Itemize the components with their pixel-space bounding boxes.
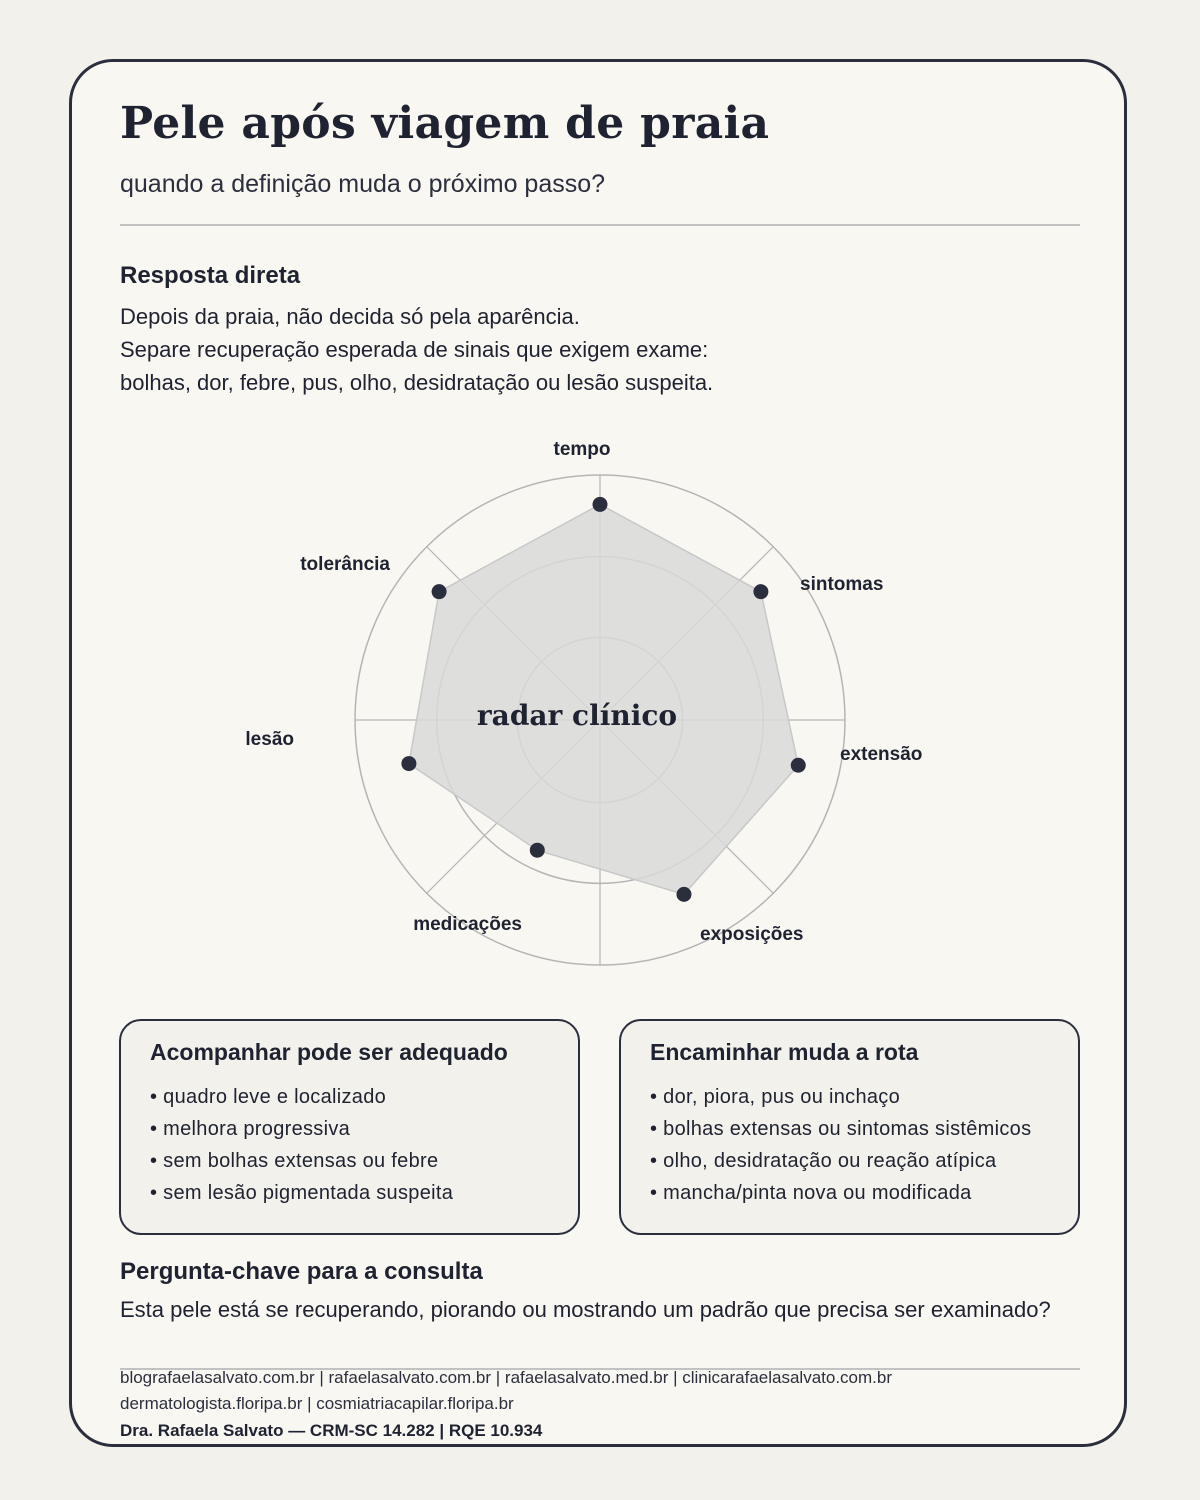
list-item: • bolhas extensas ou sintomas sistêmicos xyxy=(650,1113,1031,1145)
question-text: Esta pele está se recuperando, piorando ou mostrando um padrão que precisa ser examinado? xyxy=(120,1297,1051,1322)
radar-axis-label: tempo xyxy=(553,439,611,460)
radar-axis-label: exposições xyxy=(700,924,804,945)
list-item: • mancha/pinta nova ou modificada xyxy=(650,1177,1031,1209)
footer-links-2: dermatologista.floripa.br | cosmiatriacapilar.floripa.br xyxy=(120,1394,514,1413)
answer-line: Separe recuperação esperada de sinais que exigem exame: xyxy=(120,337,709,362)
radar-point xyxy=(432,584,447,599)
footer-signature: Dra. Rafaela Salvato — CRM-SC 14.282 | RQE 10.934 xyxy=(120,1421,543,1440)
radar-point xyxy=(530,843,545,858)
list-item: • dor, piora, pus ou inchaço xyxy=(650,1081,1031,1113)
radar-axis-label: extensão xyxy=(840,744,923,765)
footer-links: blografaelasalvato.com.br | rafaelasalvato.com.br | rafaelasalvato.med.br | clinicarafaelasalvato.com.br xyxy=(120,1368,893,1387)
radar-axis-label: lesão xyxy=(245,729,294,750)
refer-box xyxy=(619,1019,1080,1235)
monitor-box xyxy=(119,1019,580,1235)
question-heading: Pergunta-chave para a consulta xyxy=(120,1258,483,1285)
radar-point xyxy=(401,756,416,771)
radar-axis-label: sintomas xyxy=(800,574,884,595)
page-title: Pele após viagem de praia xyxy=(120,98,770,149)
monitor-list xyxy=(150,1081,453,1209)
answer-line: Depois da praia, não decida só pela aparência. xyxy=(120,304,580,329)
refer-box-title: Encaminhar muda a rota xyxy=(650,1039,919,1065)
radar-point xyxy=(676,887,691,902)
radar-axis-label: medicações xyxy=(413,914,522,935)
radar-point xyxy=(753,584,768,599)
list-item: • sem bolhas extensas ou febre xyxy=(150,1145,453,1177)
refer-list xyxy=(650,1081,1031,1209)
radar-point xyxy=(791,758,806,773)
list-item: • melhora progressiva xyxy=(150,1113,453,1145)
page-subtitle: quando a definição muda o próximo passo? xyxy=(120,170,606,198)
answer-line: bolhas, dor, febre, pus, olho, desidratação ou lesão suspeita. xyxy=(120,370,714,395)
list-item: • sem lesão pigmentada suspeita xyxy=(150,1177,453,1209)
list-item: • quadro leve e localizado xyxy=(150,1081,453,1113)
answer-heading: Resposta direta xyxy=(120,262,301,289)
radar-center-label: radar clínico xyxy=(476,699,678,732)
monitor-box-title: Acompanhar pode ser adequado xyxy=(150,1039,508,1065)
radar-point xyxy=(593,497,608,512)
list-item: • olho, desidratação ou reação atípica xyxy=(650,1145,1031,1177)
radar-axis-label: tolerância xyxy=(300,554,390,575)
